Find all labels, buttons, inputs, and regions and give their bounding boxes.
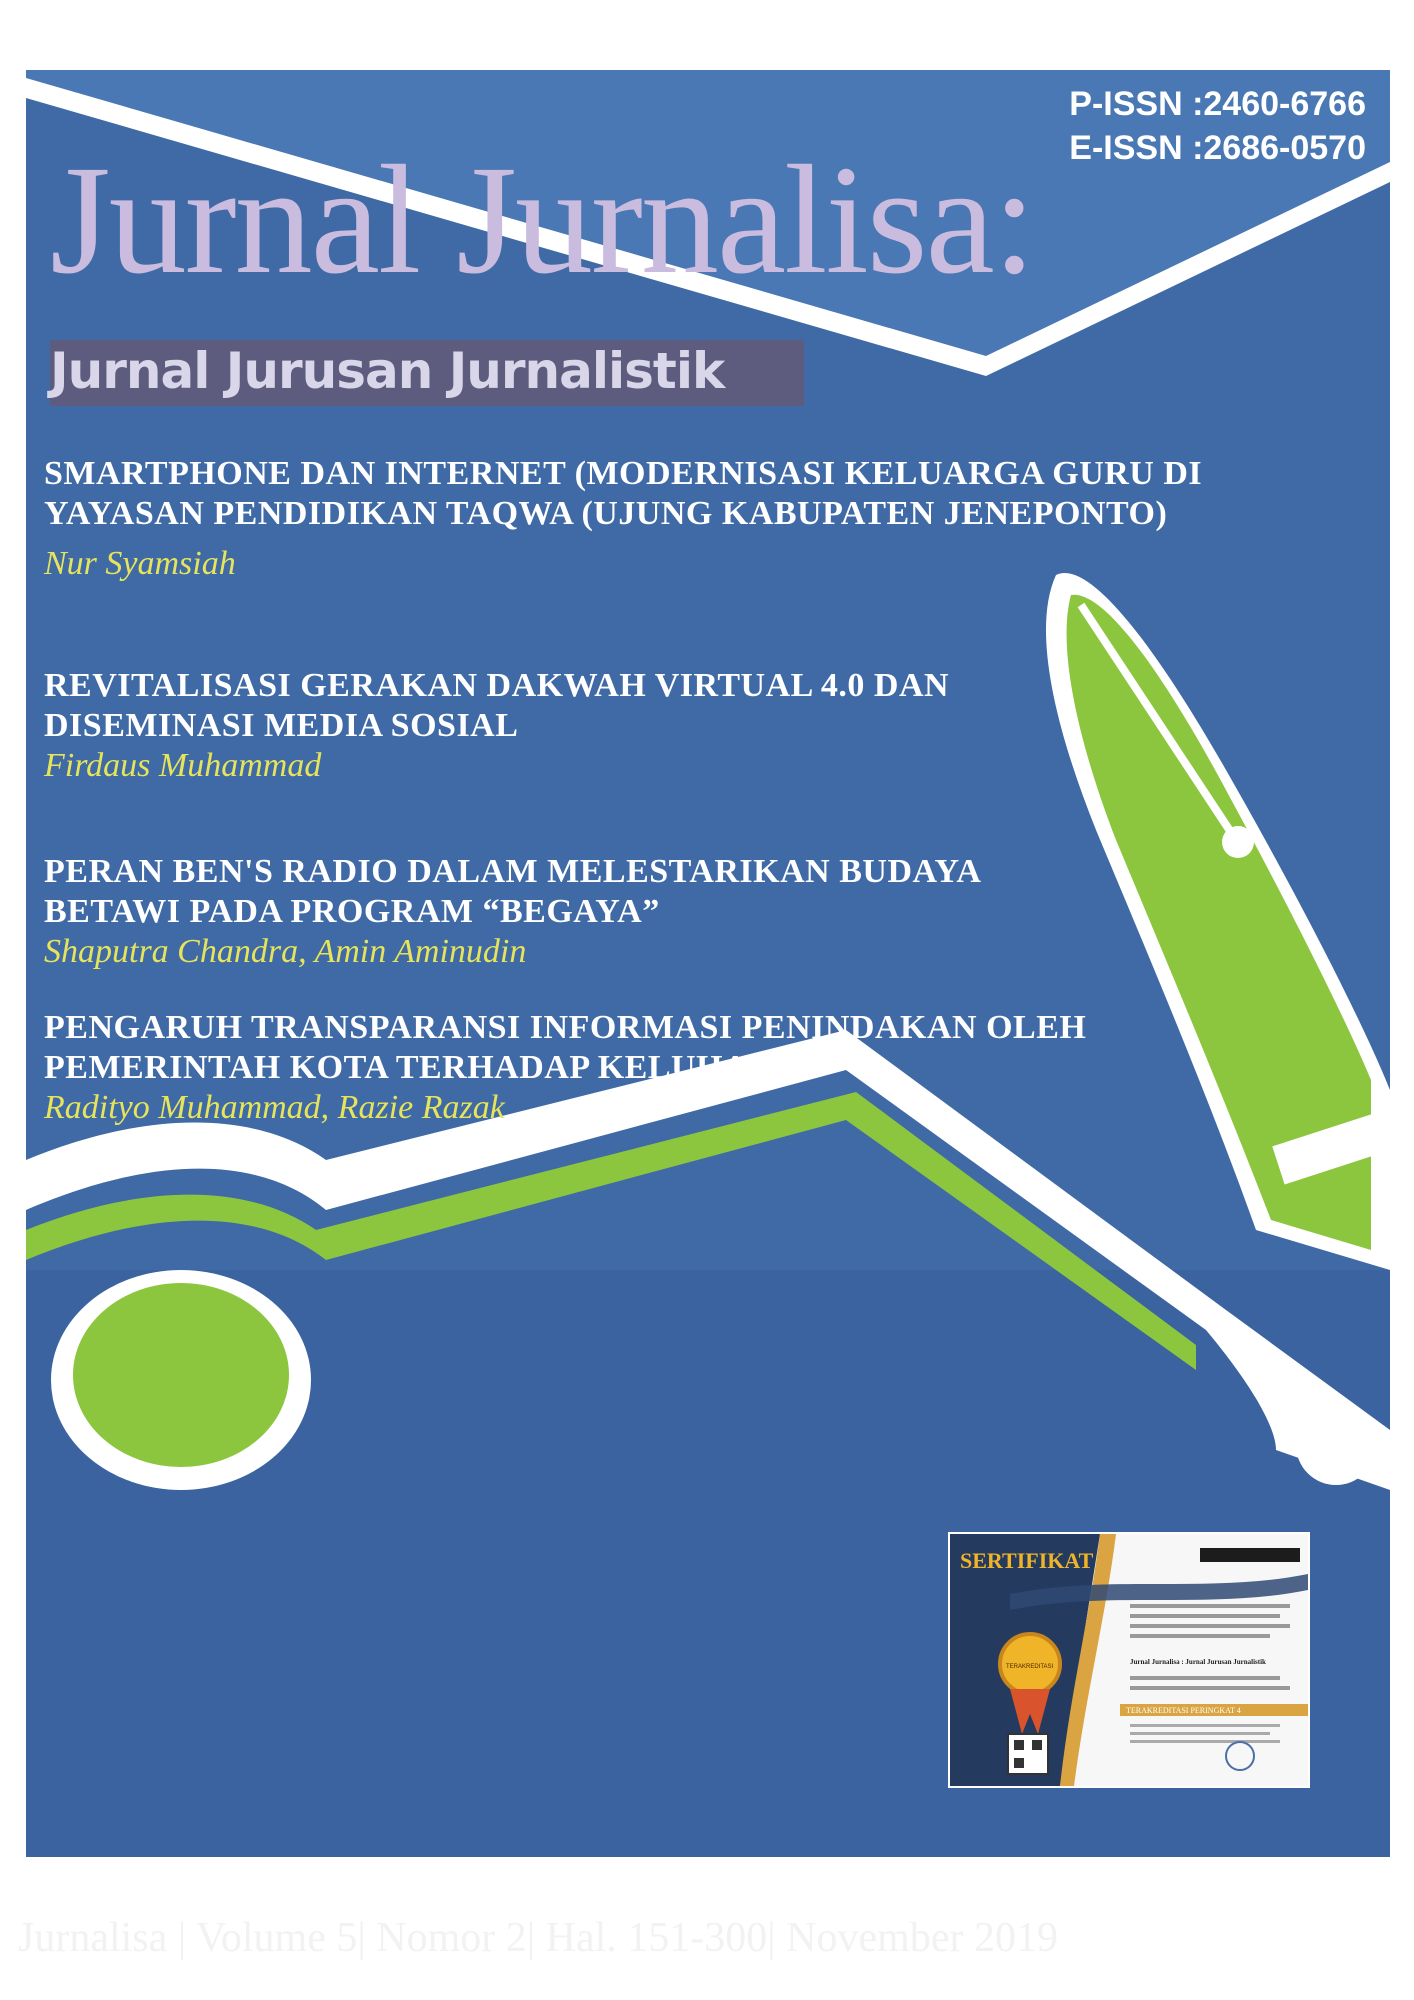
article-title: PENGARUH TRANSPARANSI INFORMASI PENINDAKAN OLEH PEMERINTAH KOTA TERHADAP KELUHAN xyxy=(44,1009,1087,1086)
swoosh-ball-right xyxy=(1296,1405,1376,1485)
journal-cover xyxy=(18,70,1390,1961)
article-3 xyxy=(44,852,1064,972)
journal-subtitle: Jurnal Jurusan Jurnalistik xyxy=(50,342,725,400)
article-4 xyxy=(44,1008,1184,1128)
footer-divider xyxy=(26,1878,1390,1882)
article-author: Firdaus Muhammad xyxy=(44,747,322,784)
article-author: Radityo Muhammad, Razie Razak xyxy=(44,1089,505,1126)
swoosh-ball-left-fill xyxy=(73,1283,289,1467)
journal-title: Jurnal Jurnalisa: xyxy=(50,133,1035,306)
article-author: Nur Syamsiah xyxy=(44,545,236,582)
electronic-issn: E-ISSN :2686-0570 xyxy=(1069,129,1366,167)
article-2 xyxy=(44,666,1024,786)
article-author: Shaputra Chandra, Amin Aminudin xyxy=(44,933,527,970)
pen-nib-illustration xyxy=(1046,573,1393,1270)
certificate-artwork xyxy=(950,1534,1308,1786)
article-title: SMARTPHONE DAN INTERNET (MODERNISASI KELUARGA GURU DI YAYASAN PENDIDIKAN TAQWA (UJUNG KABUPATEN JENEPONTO) xyxy=(44,455,1203,532)
certificate-rank-text: TERAKREDITASI PERINGKAT 4 xyxy=(1126,1706,1241,1715)
accreditation-certificate xyxy=(948,1532,1310,1788)
article-1 xyxy=(44,454,1264,584)
nib-hole xyxy=(1222,826,1254,858)
certificate-heading: SERTIFIKAT xyxy=(960,1548,1094,1573)
print-issn: P-ISSN :2460-6766 xyxy=(1069,85,1366,123)
certificate-journal-name: Jurnal Jurnalisa : Jurnal Jurusan Jurnalistik xyxy=(1130,1658,1266,1666)
certificate-seal-label: TERAKREDITASI xyxy=(1006,1664,1054,1670)
barcode-icon xyxy=(1200,1548,1300,1562)
issue-footer: Jurnalisa | Volume 5| Nomor 2| Hal. 151-300| November 2019 xyxy=(18,1915,1058,1961)
article-title: REVITALISASI GERAKAN DAKWAH VIRTUAL 4.0 DAN DISEMINASI MEDIA SOSIAL xyxy=(44,667,950,744)
article-title: PERAN BEN'S RADIO DALAM MELESTARIKAN BUDAYA BETAWI PADA PROGRAM “BEGAYA” xyxy=(44,853,980,930)
issn-block xyxy=(1069,82,1366,170)
